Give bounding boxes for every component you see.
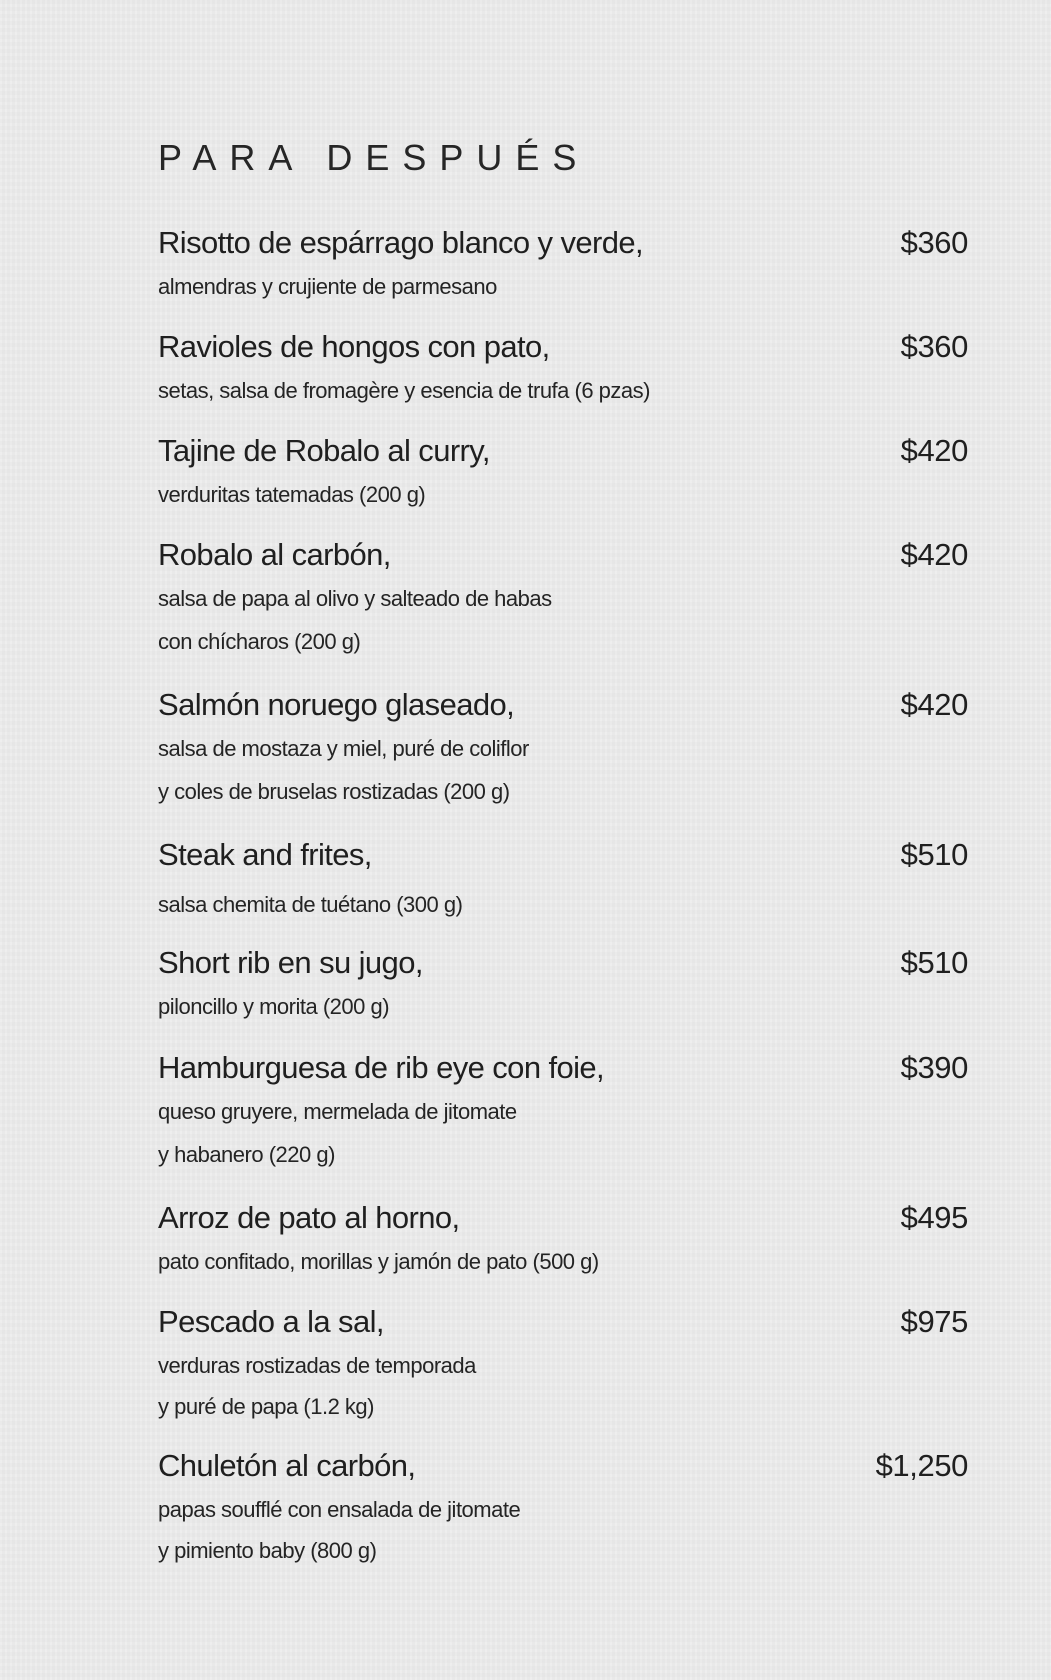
menu-item-description: salsa de papa al olivo y salteado de habas xyxy=(158,586,552,611)
menu-item-header xyxy=(158,1198,968,1238)
menu-item-description: y pimiento baby (800 g) xyxy=(158,1538,377,1563)
menu-item-name: Hamburguesa de rib eye con foie, xyxy=(158,1050,605,1085)
menu-item-header xyxy=(158,431,968,471)
menu-item-steak xyxy=(158,835,968,927)
menu-item-name: Salmón noruego glaseado, xyxy=(158,687,515,722)
menu-item-robalo xyxy=(158,535,968,661)
menu-item-description: verduras rostizadas de temporada xyxy=(158,1353,476,1378)
menu-item-arroz xyxy=(158,1198,968,1284)
menu-item-chuleton xyxy=(158,1446,968,1568)
menu-item-name: Short rib en su jugo, xyxy=(158,945,423,980)
menu-item-name: Pescado a la sal, xyxy=(158,1304,384,1339)
menu-item-price: $495 xyxy=(900,1200,968,1235)
menu-item-description: setas, salsa de fromagère y esencia de trufa (6 pzas) xyxy=(158,378,650,403)
menu-item-header xyxy=(158,943,968,983)
menu-item-risotto xyxy=(158,223,968,309)
menu-item-price: $360 xyxy=(900,329,968,364)
menu-item-name: Risotto de espárrago blanco y verde, xyxy=(158,225,644,260)
menu-item-salmon xyxy=(158,685,968,811)
menu-item-description: y habanero (220 g) xyxy=(158,1142,335,1167)
menu-item-description: salsa chemita de tuétano (300 g) xyxy=(158,892,463,917)
menu-item-price: $420 xyxy=(900,687,968,722)
menu-item-description: piloncillo y morita (200 g) xyxy=(158,994,390,1019)
menu-item-description: y coles de bruselas rostizadas (200 g) xyxy=(158,779,510,804)
menu-item-hamburguesa xyxy=(158,1048,968,1174)
menu-item-price: $510 xyxy=(900,837,968,872)
menu-item-price: $1,250 xyxy=(875,1448,968,1483)
menu-item-price: $420 xyxy=(900,537,968,572)
menu-item-description: queso gruyere, mermelada de jitomate xyxy=(158,1099,517,1124)
menu-item-name: Ravioles de hongos con pato, xyxy=(158,329,550,364)
menu-item-header xyxy=(158,1446,968,1486)
menu-item-name: Chuletón al carbón, xyxy=(158,1448,416,1483)
menu-item-header xyxy=(158,835,968,875)
menu-item-description: papas soufflé con ensalada de jitomate xyxy=(158,1497,521,1522)
menu-item-description: pato confitado, morillas y jamón de pato (500 g) xyxy=(158,1249,599,1274)
menu-item-pescado xyxy=(158,1302,968,1424)
menu-item-header xyxy=(158,223,968,263)
menu-item-short-rib xyxy=(158,943,968,1029)
menu-item-ravioles xyxy=(158,327,968,413)
menu-item-name: Tajine de Robalo al curry, xyxy=(158,433,490,468)
menu-item-header xyxy=(158,1048,968,1088)
menu-item-description: y puré de papa (1.2 kg) xyxy=(158,1394,374,1419)
menu-item-description: almendras y crujiente de parmesano xyxy=(158,274,497,299)
menu-item-name: Steak and frites, xyxy=(158,837,372,872)
menu-section-title: PARA DESPUÉS xyxy=(158,137,590,178)
menu-item-description: con chícharos (200 g) xyxy=(158,629,361,654)
menu-item-description: salsa de mostaza y miel, puré de coliflor xyxy=(158,736,529,761)
menu-item-description: verduritas tatemadas (200 g) xyxy=(158,482,426,507)
menu-item-header xyxy=(158,1302,968,1342)
menu-item-name: Robalo al carbón, xyxy=(158,537,391,572)
menu-item-price: $975 xyxy=(900,1304,968,1339)
menu-item-price: $390 xyxy=(900,1050,968,1085)
menu-item-tajine xyxy=(158,431,968,517)
menu-item-header xyxy=(158,535,968,575)
menu-item-name: Arroz de pato al horno, xyxy=(158,1200,460,1235)
menu-item-header xyxy=(158,685,968,725)
menu-item-price: $420 xyxy=(900,433,968,468)
menu-item-price: $360 xyxy=(900,225,968,260)
menu-item-price: $510 xyxy=(900,945,968,980)
menu-item-header xyxy=(158,327,968,367)
